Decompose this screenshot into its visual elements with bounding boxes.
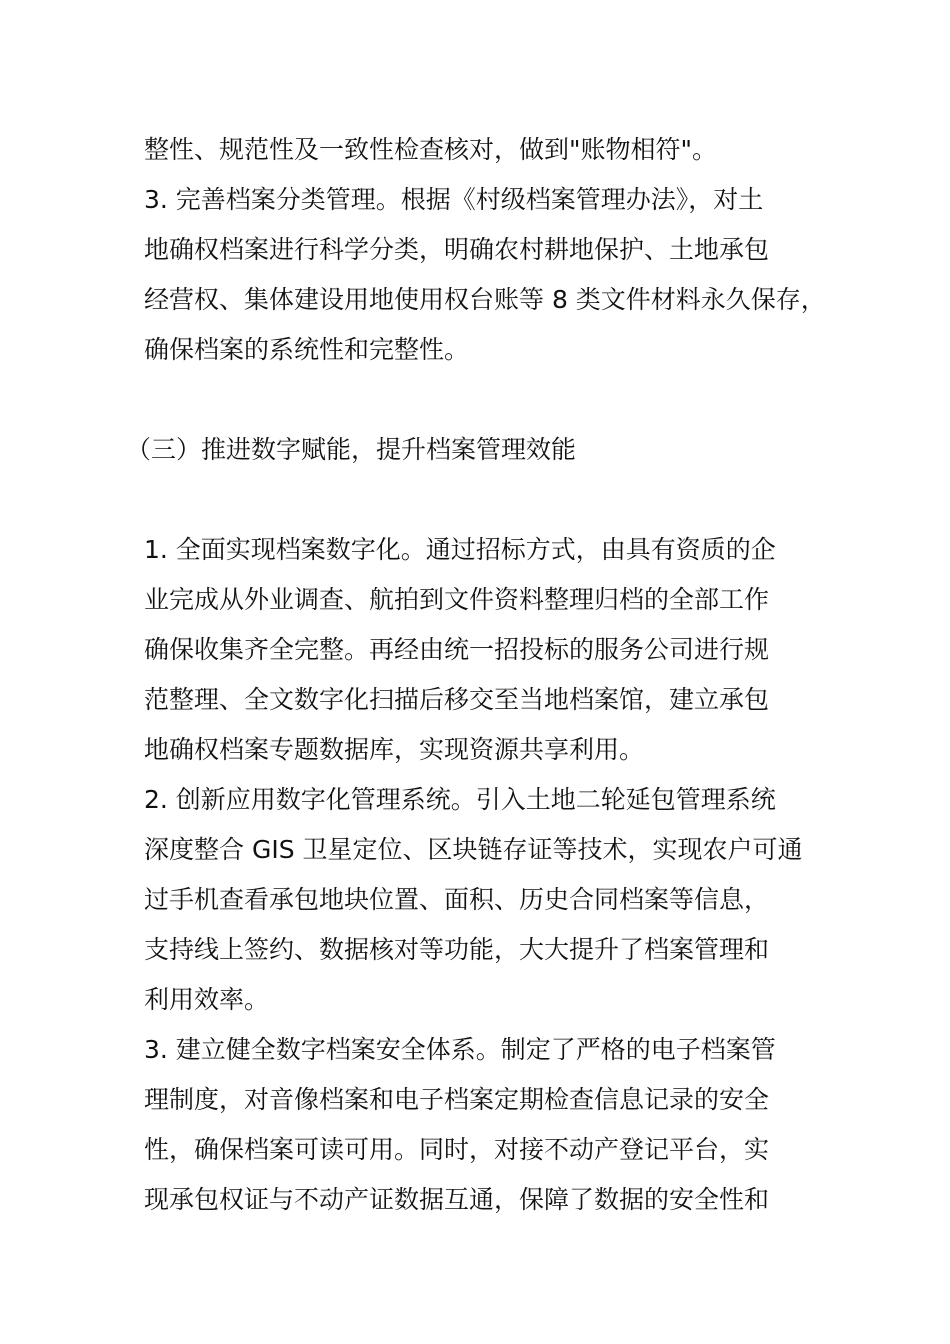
text-line: 现承包权证与不动产证数据互通，保障了数据的安全性和: [144, 1185, 770, 1214]
text-line: 3. 建立健全数字档案安全体系。制定了严格的电子档案管: [144, 1035, 776, 1064]
text-line: 利用效率。: [144, 985, 270, 1014]
text-line: 整性、规范性及一致性检查核对，做到"账物相符"。: [144, 135, 718, 164]
text-line: 1. 全面实现档案数字化。通过招标方式，由具有资质的企: [144, 535, 776, 564]
text-line: 过手机查看承包地块位置、面积、历史合同档案等信息，: [144, 885, 770, 914]
text-line: 性，确保档案可读可用。同时，对接不动产登记平台，实: [144, 1135, 770, 1164]
text-line: 2. 创新应用数字化管理系统。引入土地二轮延包管理系统: [144, 785, 776, 814]
text-line: 地确权档案进行科学分类，明确农村耕地保护、土地承包: [144, 235, 770, 264]
text-line: 确保收集齐全完整。再经由统一招投标的服务公司进行规: [144, 635, 770, 664]
text-line: 支持线上签约、数据核对等功能，大大提升了档案管理和: [144, 935, 770, 964]
section-heading: （三）推进数字赋能，提升档案管理效能: [126, 435, 577, 464]
text-line: 理制度，对音像档案和电子档案定期检查信息记录的安全: [144, 1085, 770, 1114]
text-line: 范整理、全文数字化扫描后移交至当地档案馆，建立承包: [144, 685, 770, 714]
text-line: 地确权档案专题数据库，实现资源共享利用。: [144, 735, 645, 764]
text-line: 3. 完善档案分类管理。根据《村级档案管理办法》，对土: [144, 185, 764, 214]
text-line: 经营权、集体建设用地使用权台账等 8 类文件材料永久保存，: [144, 285, 826, 314]
text-line: 业完成从外业调查、航拍到文件资料整理归档的全部工作: [144, 585, 770, 614]
text-line: 确保档案的系统性和完整性。: [144, 335, 470, 364]
text-line: 深度整合 GIS 卫星定位、区块链存证等技术，实现农户可通: [144, 835, 803, 864]
